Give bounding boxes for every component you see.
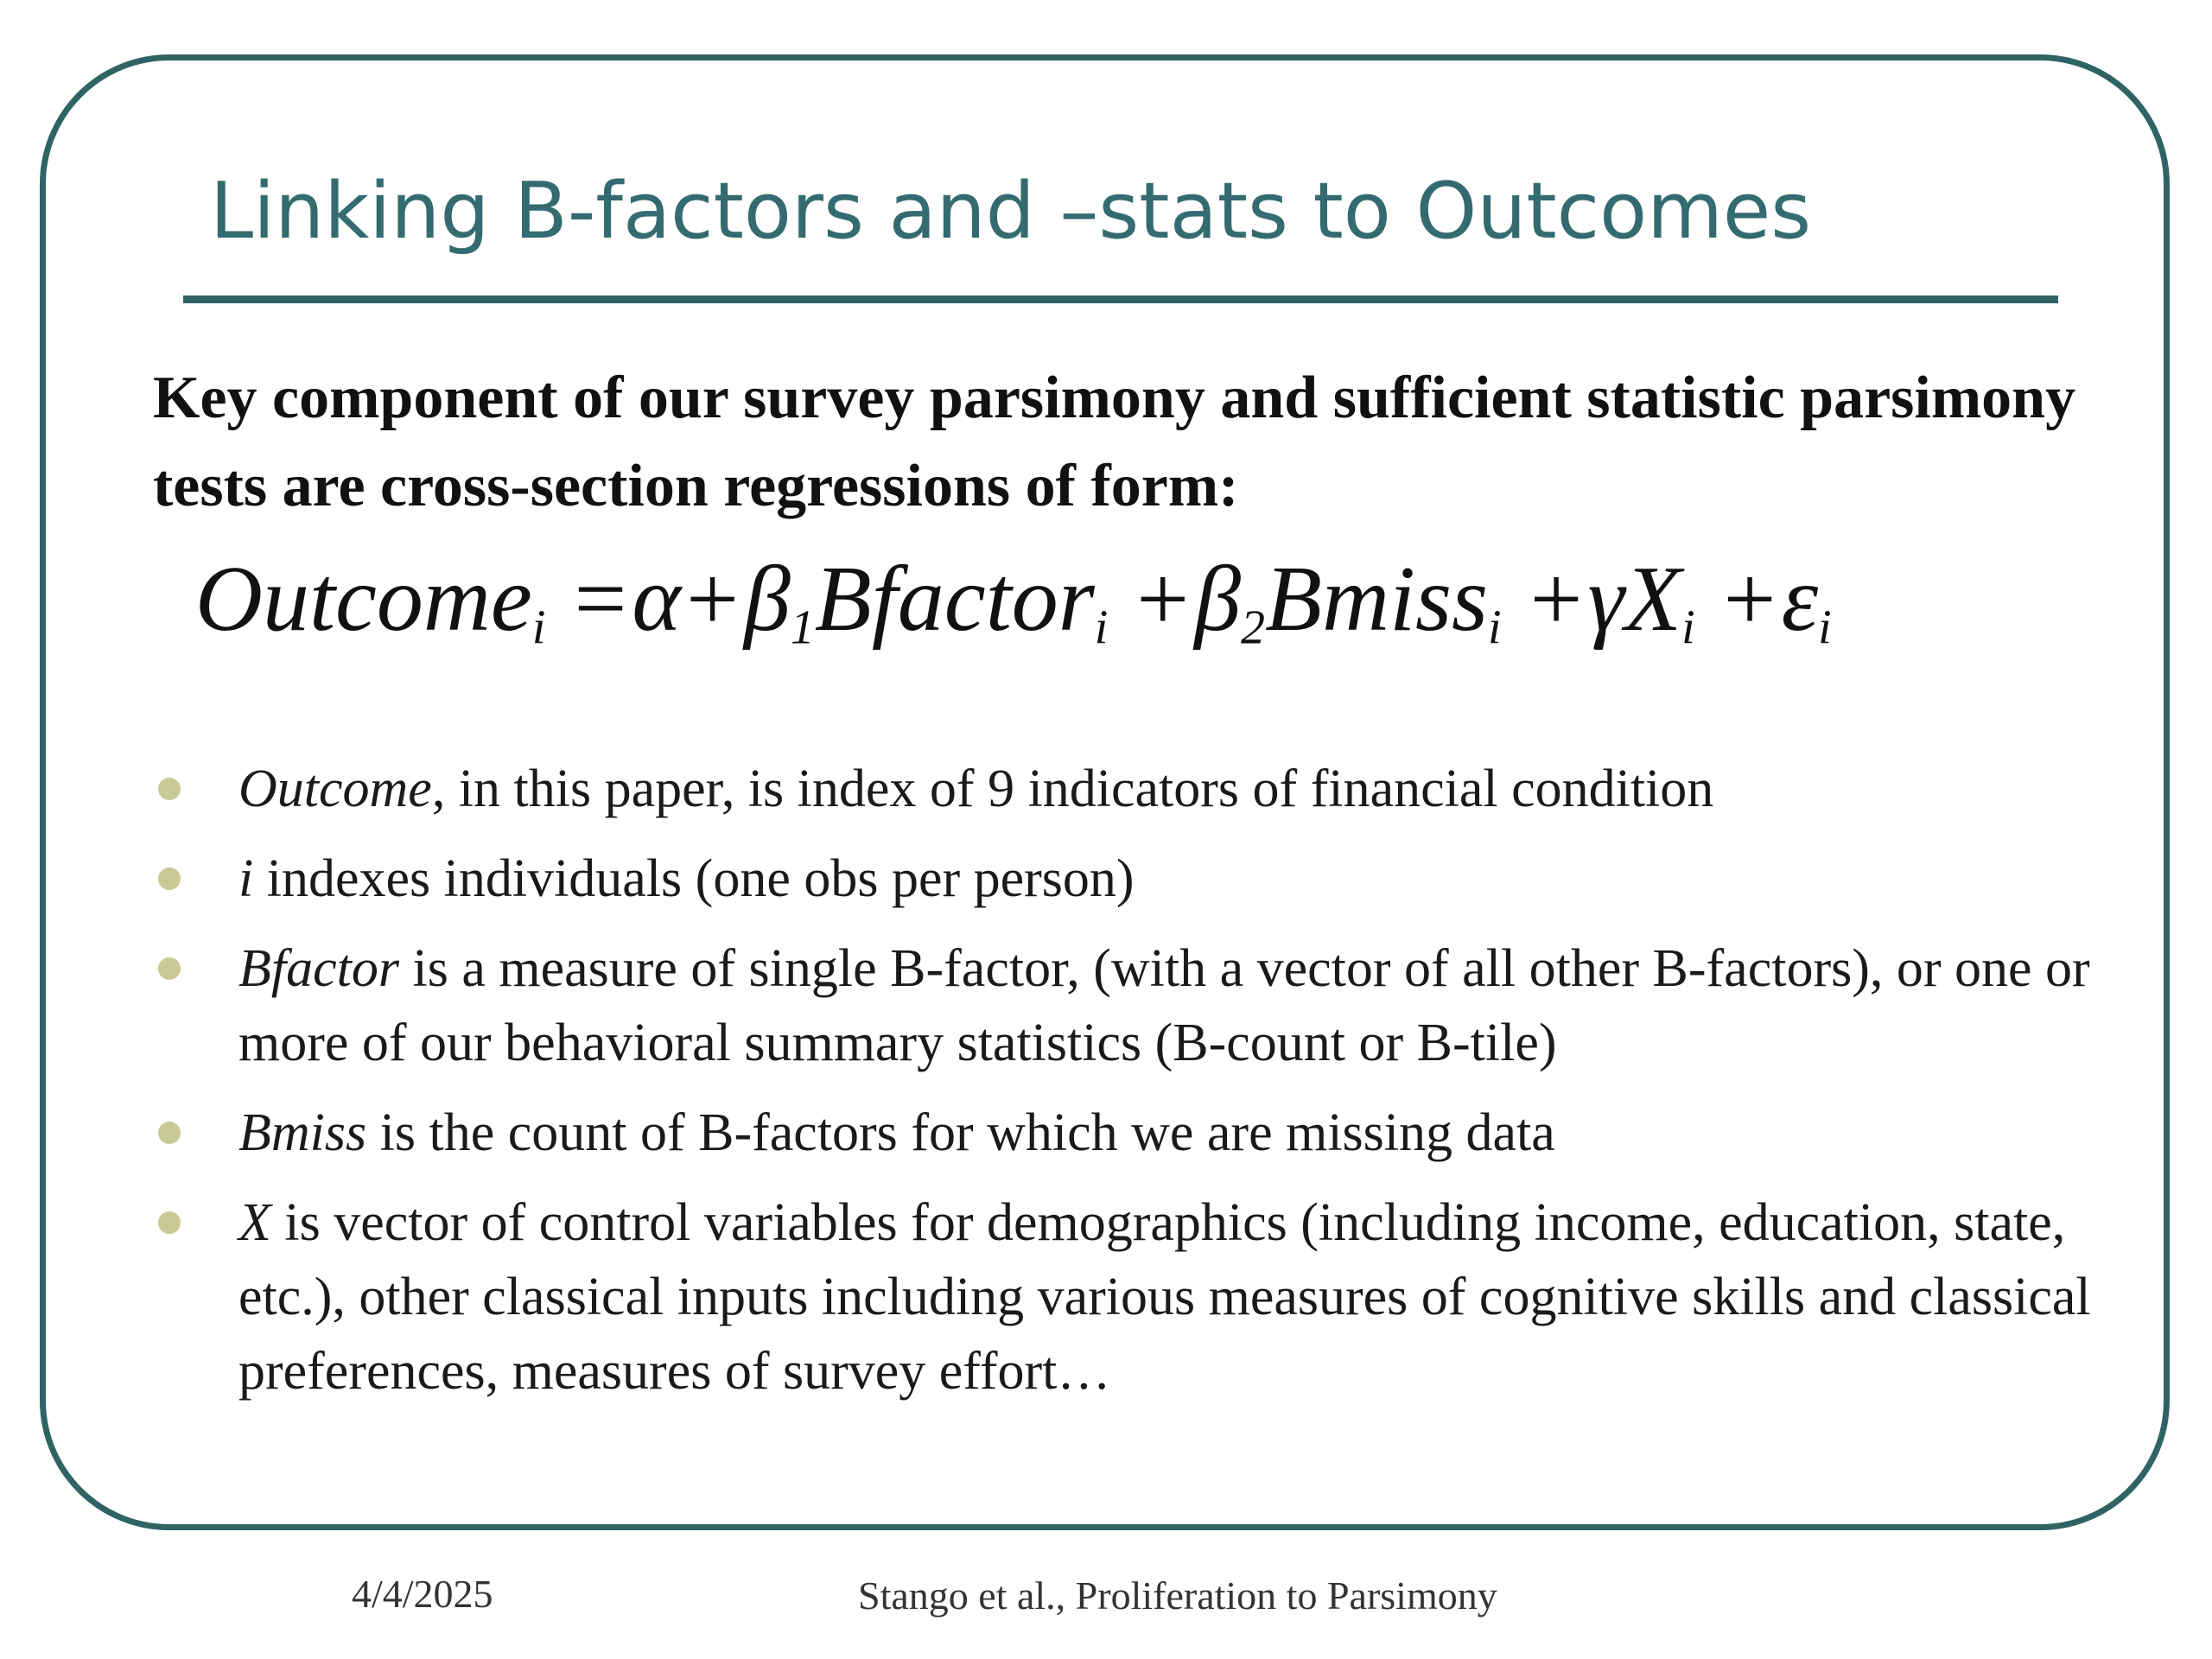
eq-outcome: Outcome [195,548,532,651]
eq-equals: = [574,548,627,651]
eq-plus: + [1136,548,1190,651]
eq-sub: i [1488,601,1502,655]
bullet-text: is vector of control variables for demographics (including income, education, state, etc.), other classical inputs including various measures of cognitive skills and classical preferences, measures of survey effort… [238,1193,2091,1401]
bullet-text: is the count of B-factors for which we are missing data [366,1103,1555,1162]
eq-plus: + [1529,548,1583,651]
eq-sub: 1 [790,601,815,655]
eq-sub: i [1818,601,1832,655]
bullet-term: Outcome [238,760,432,818]
eq-sub: i [1094,601,1109,655]
eq-epsilon: ε [1781,548,1819,651]
bullet-dot-icon [158,1211,181,1234]
footer-source: Stango et al., Proliferation to Parsimony [858,1573,1497,1618]
eq-beta: β [743,548,791,651]
bullet-text: indexes individuals (one obs per person) [253,849,1135,908]
eq-bmiss: Bmiss [1265,548,1489,651]
bullet-item [156,752,2108,826]
bullet-dot-icon [158,1122,181,1144]
eq-plus: + [1723,548,1777,651]
eq-gamma: γ [1587,548,1625,651]
bullet-dot-icon [158,778,181,800]
bullet-item [156,931,2108,1080]
lead-paragraph: Key component of our survey parsimony and sufficient statistic parsimony tests are cross-section regressions of form: [153,365,2076,519]
footer-date: 4/4/2025 [352,1572,493,1616]
bullet-text: , in this paper, is index of 9 indicators of financial condition [431,760,1714,818]
bullet-term: X [238,1193,271,1252]
eq-bfactor: Bfactor [814,548,1095,651]
regression-equation [195,548,1832,655]
eq-beta: β [1194,548,1242,651]
bullet-dot-icon [158,957,181,980]
title-underline [183,296,2058,303]
eq-sub: 2 [1241,601,1266,655]
bullet-item [156,1096,2108,1170]
bullet-term: Bmiss [238,1103,367,1162]
eq-x: X [1624,548,1682,651]
eq-sub: i [531,601,546,655]
bullet-item [156,1185,2108,1408]
bullet-term: i [238,849,254,908]
slide-title: Linking B-factors and –stats to Outcomes [210,166,1812,257]
eq-alpha: α [632,548,682,651]
eq-plus: + [686,548,739,651]
bullet-item [156,842,2108,916]
bullet-dot-icon [158,868,181,890]
bullet-text: is a measure of single B-factor, (with a vector of all other B-factors), or one or more of our behavioral summary statistics (B-count or B-tile) [238,939,2090,1072]
bullet-list [156,752,2108,1424]
bullet-term: Bfactor [238,939,399,998]
eq-sub: i [1681,601,1695,655]
